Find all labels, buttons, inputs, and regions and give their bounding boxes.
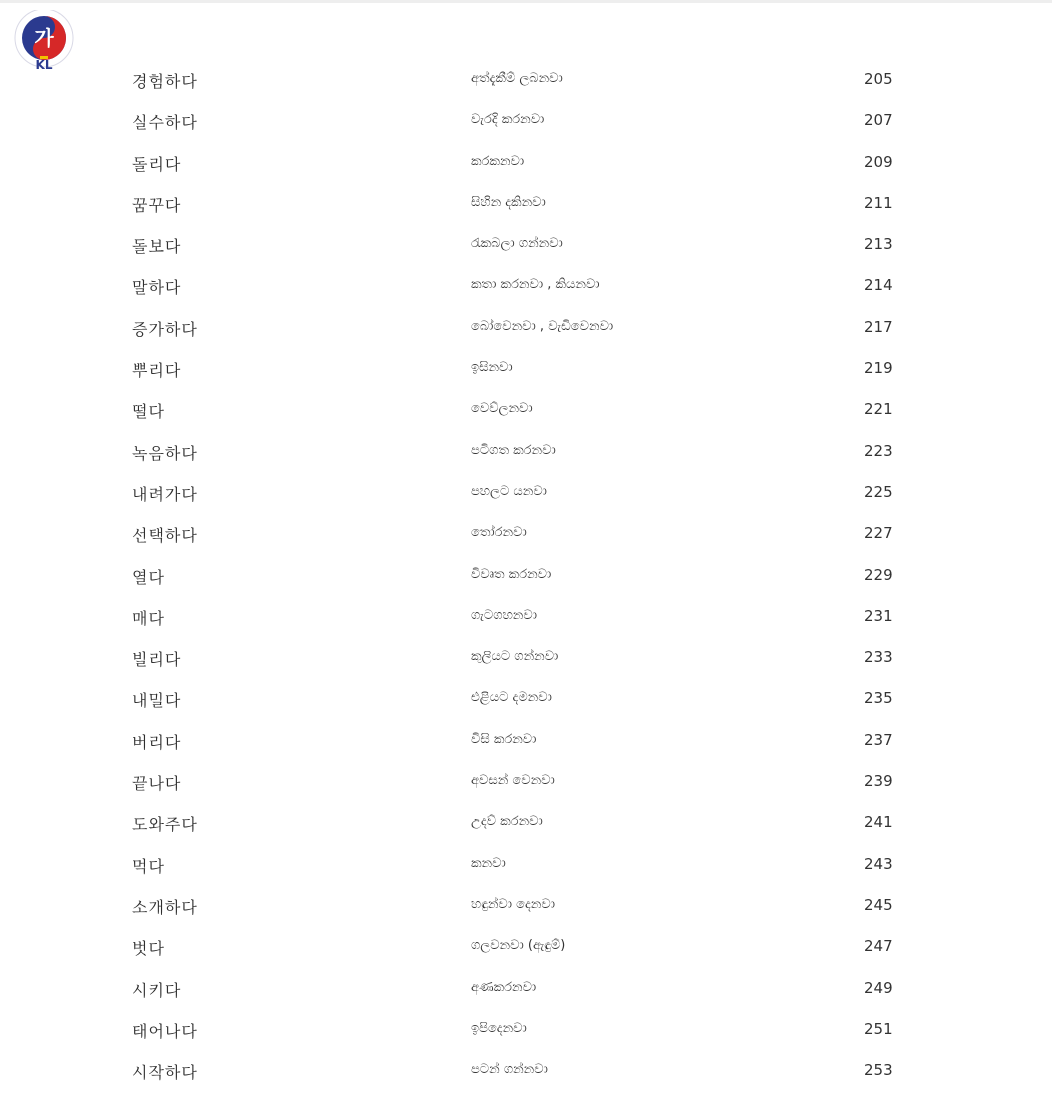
vocabulary-row bbox=[0, 681, 1052, 722]
vocabulary-row bbox=[0, 351, 1052, 392]
page-number: 207 bbox=[864, 111, 893, 130]
page-number: 205 bbox=[864, 70, 893, 88]
page-number: 241 bbox=[864, 813, 893, 832]
vocabulary-row bbox=[0, 516, 1052, 557]
page-number: 213 bbox=[864, 235, 893, 254]
vocabulary-row bbox=[0, 847, 1052, 888]
korean-word: 열다 bbox=[132, 567, 165, 587]
sinhala-meaning: පටිගත කරනවා bbox=[471, 442, 556, 458]
korean-word: 경험하다 bbox=[132, 72, 198, 91]
korean-word: 끝나다 bbox=[132, 774, 182, 794]
sinhala-meaning: අණකරනවා bbox=[471, 979, 537, 995]
korean-word: 돌리다 bbox=[132, 154, 182, 174]
sinhala-meaning: කුලියට ගන්නවා bbox=[471, 649, 559, 665]
sinhala-meaning: තෝරනවා bbox=[471, 525, 527, 541]
korean-word: 돌보다 bbox=[132, 237, 182, 257]
vocabulary-row bbox=[0, 62, 1052, 103]
page-number: 249 bbox=[864, 978, 893, 997]
sinhala-meaning: කරකනවා bbox=[471, 153, 525, 169]
sinhala-meaning: කතා කරනවා , කියනවා bbox=[471, 277, 600, 293]
sinhala-meaning: ගලවනවා (ඇඳුම්) bbox=[471, 938, 566, 954]
sinhala-meaning: වැරදි කරනවා bbox=[471, 112, 545, 128]
page-number: 229 bbox=[864, 565, 893, 584]
korean-word: 소개하다 bbox=[132, 897, 198, 917]
page-number: 223 bbox=[864, 441, 893, 460]
vocabulary-list bbox=[0, 62, 1052, 1094]
vocabulary-row bbox=[0, 1012, 1052, 1053]
vocabulary-row bbox=[0, 929, 1052, 970]
sinhala-meaning: වෙව්ලනවා bbox=[471, 401, 533, 417]
sinhala-meaning: කනවා bbox=[471, 855, 506, 871]
page-number: 217 bbox=[864, 317, 893, 336]
page-number: 237 bbox=[864, 730, 893, 749]
page-number: 209 bbox=[864, 152, 893, 171]
sinhala-meaning: ගැටගහනවා bbox=[471, 607, 537, 623]
korean-word: 버리다 bbox=[132, 732, 182, 752]
sinhala-meaning: ඉසිනවා bbox=[471, 360, 513, 376]
sinhala-meaning: එළියට දමනවා bbox=[471, 690, 552, 706]
korean-word: 실수하다 bbox=[132, 113, 198, 133]
page-number: 214 bbox=[864, 276, 893, 295]
page-number: 243 bbox=[864, 854, 893, 873]
page-number: 245 bbox=[864, 895, 893, 914]
korean-word: 도와주다 bbox=[132, 815, 198, 835]
sinhala-meaning: බෝවෙනවා , වැඩිවෙනවා bbox=[471, 318, 614, 334]
sinhala-meaning: පහලට යනවා bbox=[471, 483, 547, 499]
korean-word: 뿌리다 bbox=[132, 361, 182, 381]
korean-word: 시키다 bbox=[132, 980, 182, 1000]
korean-word: 시작하다 bbox=[132, 1063, 198, 1083]
korean-word: 꿈꾸다 bbox=[132, 195, 182, 215]
korean-word: 내밀다 bbox=[132, 691, 182, 711]
sinhala-meaning: උදව් කරනවා bbox=[471, 814, 543, 830]
sinhala-meaning: විසි කරනවා bbox=[471, 731, 537, 747]
sinhala-meaning: විවෘත කරනවා bbox=[471, 566, 552, 582]
page-number: 251 bbox=[864, 1019, 893, 1038]
page-number: 225 bbox=[864, 482, 893, 501]
page-number: 233 bbox=[864, 648, 893, 667]
vocabulary-row bbox=[0, 392, 1052, 433]
vocabulary-row bbox=[0, 640, 1052, 681]
svg-text:가: 가 bbox=[34, 26, 54, 50]
vocabulary-row bbox=[0, 558, 1052, 599]
korean-word: 선택하다 bbox=[132, 526, 198, 546]
page-number: 235 bbox=[864, 689, 893, 708]
korean-word: 태어나다 bbox=[132, 1021, 198, 1041]
page-number: 221 bbox=[864, 400, 893, 419]
korean-word: 말하다 bbox=[132, 278, 182, 298]
vocabulary-row bbox=[0, 227, 1052, 268]
korean-word: 증가하다 bbox=[132, 319, 198, 339]
sinhala-meaning: සිහින දකිනවා bbox=[471, 194, 546, 210]
vocabulary-row bbox=[0, 186, 1052, 227]
korean-word: 벗다 bbox=[132, 939, 165, 959]
page-number: 231 bbox=[864, 606, 893, 625]
korean-word: 빌리다 bbox=[132, 650, 182, 670]
korean-word: 먹다 bbox=[132, 856, 165, 876]
vocabulary-row bbox=[0, 971, 1052, 1012]
sinhala-meaning: පටන් ගන්නවා bbox=[471, 1062, 548, 1078]
page-number: 247 bbox=[864, 937, 893, 956]
vocabulary-row bbox=[0, 268, 1052, 309]
vocabulary-row bbox=[0, 103, 1052, 144]
page-number: 219 bbox=[864, 359, 893, 378]
vocabulary-row bbox=[0, 805, 1052, 846]
page-top-edge bbox=[0, 0, 1052, 3]
sinhala-meaning: ඉපිදෙනවා bbox=[471, 1020, 527, 1036]
korean-word: 매다 bbox=[132, 608, 165, 628]
korean-word: 떨다 bbox=[132, 402, 165, 422]
sinhala-meaning: අත්දැකීම් ලබනවා bbox=[471, 71, 563, 86]
sinhala-meaning: රැකබලා ගන්නවා bbox=[471, 236, 563, 252]
page-number: 253 bbox=[864, 1061, 893, 1080]
sinhala-meaning: අවසන් වෙනවා bbox=[471, 773, 555, 789]
vocabulary-row bbox=[0, 145, 1052, 186]
korean-word: 내려가다 bbox=[132, 484, 198, 504]
vocabulary-row bbox=[0, 1053, 1052, 1094]
vocabulary-row bbox=[0, 475, 1052, 516]
vocabulary-row bbox=[0, 599, 1052, 640]
page-number: 227 bbox=[864, 524, 893, 543]
vocabulary-row bbox=[0, 723, 1052, 764]
vocabulary-row bbox=[0, 310, 1052, 351]
page-number: 211 bbox=[864, 193, 893, 212]
vocabulary-row bbox=[0, 764, 1052, 805]
vocabulary-row bbox=[0, 888, 1052, 929]
svg-text:KL: KL bbox=[35, 58, 53, 72]
page-number: 239 bbox=[864, 772, 893, 791]
korean-word: 녹음하다 bbox=[132, 443, 198, 463]
sinhala-meaning: හඳුන්වා දෙනවා bbox=[471, 896, 555, 912]
vocabulary-row bbox=[0, 434, 1052, 475]
